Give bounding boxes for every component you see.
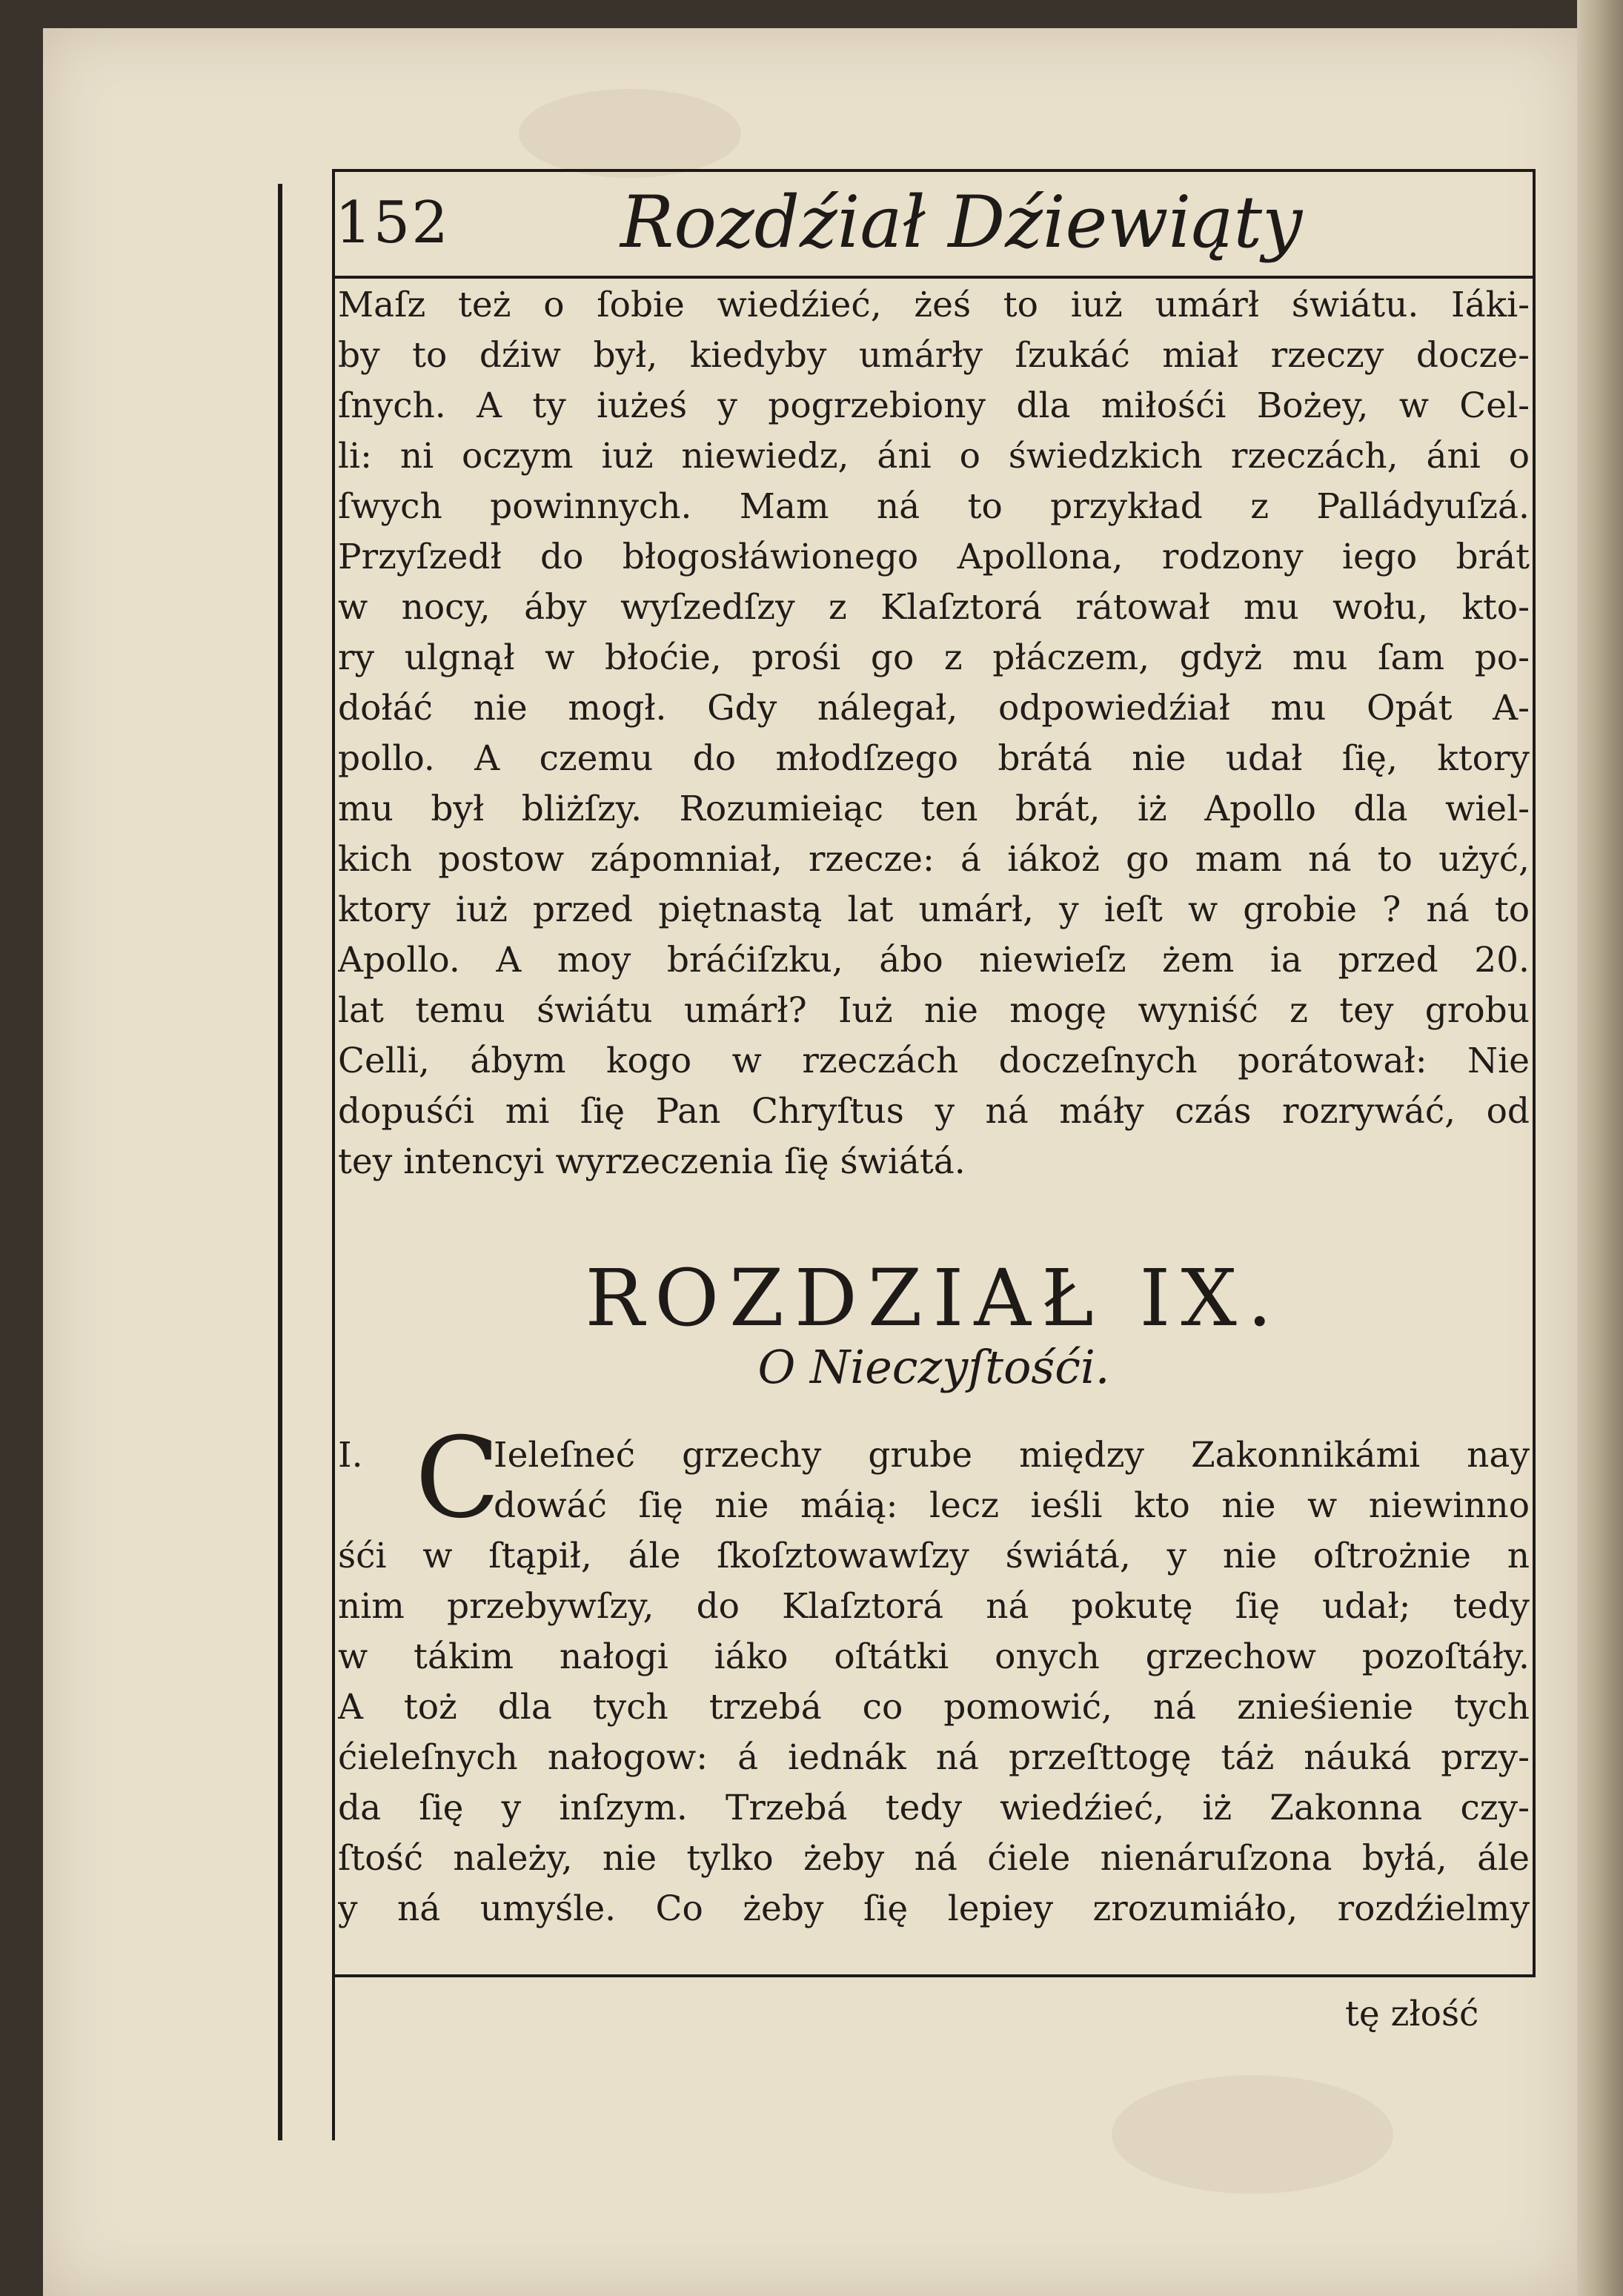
text-line: ćieleſnych nałogow: á iednák ná przeſttogę táż náuká przy- — [338, 1737, 1530, 1778]
text-line: w nocy, áby wyſzedſzy z Klaſztorá rátował mu wołu, kto- — [338, 587, 1530, 628]
running-head: Rozdźiał Dźiewiąty — [620, 181, 1303, 264]
frame-rule-bottom — [332, 1974, 1536, 1977]
text-line: tey intencyi wyrzeczenia ſię świátá. — [338, 1141, 966, 1182]
text-line: Ieleſneć grzechy grube między Zakonnikámi nay — [494, 1435, 1530, 1476]
text-line: nim przebywſzy, do Klaſztorá ná pokutę ſię udał; tedy — [338, 1586, 1530, 1627]
book-edge — [1577, 0, 1623, 2296]
paragraph-after-chapter — [338, 1430, 1530, 1934]
frame-rule-left-outer — [278, 184, 282, 2140]
text-line: by to dźiw był, kiedyby umárły ſzukáć miał rzeczy docze- — [338, 335, 1530, 376]
frame-rule-top — [332, 169, 1533, 172]
text-line: mu był bliżſzy. Rozumieiąc ten brát, iż Apollo dla wiel- — [338, 789, 1530, 829]
text-line: dowáć ſię nie máią: lecz ieśli kto nie w niewinno — [494, 1485, 1530, 1526]
text-line: ſnych. A ty iużeś y pogrzebiony dla miłośći Bożey, w Cel- — [338, 385, 1530, 426]
text-line: ſtość należy, nie tylko żeby ná ćiele nienáruſzona byłá, ále — [338, 1838, 1530, 1879]
page-header — [335, 175, 1530, 273]
text-line: pollo. A czemu do młodſzego brátá nie udał ſię, ktory — [338, 738, 1530, 779]
text-line: dopuśći mi ſię Pan Chryſtus y ná máły czás rozrywáć, od — [338, 1091, 1530, 1132]
text-line: Celli, ábym kogo w rzeczách doczeſnych porátował: Nie — [338, 1041, 1530, 1081]
text-line: śći w ſtąpił, ále ſkoſztowawſzy świátá, y nie oſtrożnie n — [338, 1536, 1530, 1576]
text-line: w tákim nałogi iáko oſtátki onych grzechow pozoſtáły. — [338, 1636, 1530, 1677]
chapter-subtitle: O Nieczyſtośći. — [757, 1340, 1110, 1394]
text-line: kich postow zápomniał, rzecze: á iákoż go mam ná to użyć, — [338, 839, 1530, 880]
header-rule — [332, 276, 1536, 279]
text-line: Przyſzedł do błogosłáwionego Apollona, rodzony iego brát — [338, 537, 1530, 577]
page-number: 152 — [335, 190, 450, 256]
text-line: A toż dla tych trzebá co pomowić, ná znieśienie tych — [338, 1687, 1530, 1728]
text-line: ktory iuż przed piętnastą lat umárł, y ieſt w grobie ? ná to — [338, 889, 1530, 930]
frame-rule-left-inner — [332, 169, 335, 2140]
drop-capital: C — [415, 1414, 500, 1543]
paper-stain — [1112, 2075, 1393, 2194]
chapter-title: ROZDZIAŁ IX. — [585, 1252, 1283, 1344]
text-line: dołáć nie mogł. Gdy nálegał, odpowiedźiał mu Opát A- — [338, 688, 1530, 729]
text-line: Apollo. A moy bráćiſzku, ábo niewieſz żem ia przed 20. — [338, 940, 1530, 981]
text-line: lat temu świátu umárł? Iuż nie mogę wyniść z tey grobu — [338, 990, 1530, 1031]
text-line: ry ulgnął w błoćie, prośi go z płáczem, gdyż mu ſam po- — [338, 637, 1530, 678]
text-line: Maſz też o ſobie wiedźieć, żeś to iuż umárł świátu. Iáki- — [338, 285, 1530, 325]
paragraph-number: I. — [338, 1435, 363, 1476]
text-line: ſwych powinnych. Mam ná to przykład z Palládyuſzá. — [338, 486, 1530, 527]
text-line: da ſię y inſzym. Trzebá tedy wiedźieć, iż Zakonna czy- — [338, 1788, 1530, 1828]
frame-rule-right — [1533, 169, 1536, 1977]
paragraph-before-chapter — [338, 280, 1530, 1187]
text-line: li: ni oczym iuż niewiedz, áni o świedzkich rzeczách, áni o — [338, 436, 1530, 477]
paper-stain — [519, 89, 741, 178]
catchword: tę złość — [1345, 1994, 1479, 2034]
text-line: y ná umyśle. Co żeby ſię lepiey zrozumiáło, rozdźielmy — [338, 1888, 1530, 1929]
